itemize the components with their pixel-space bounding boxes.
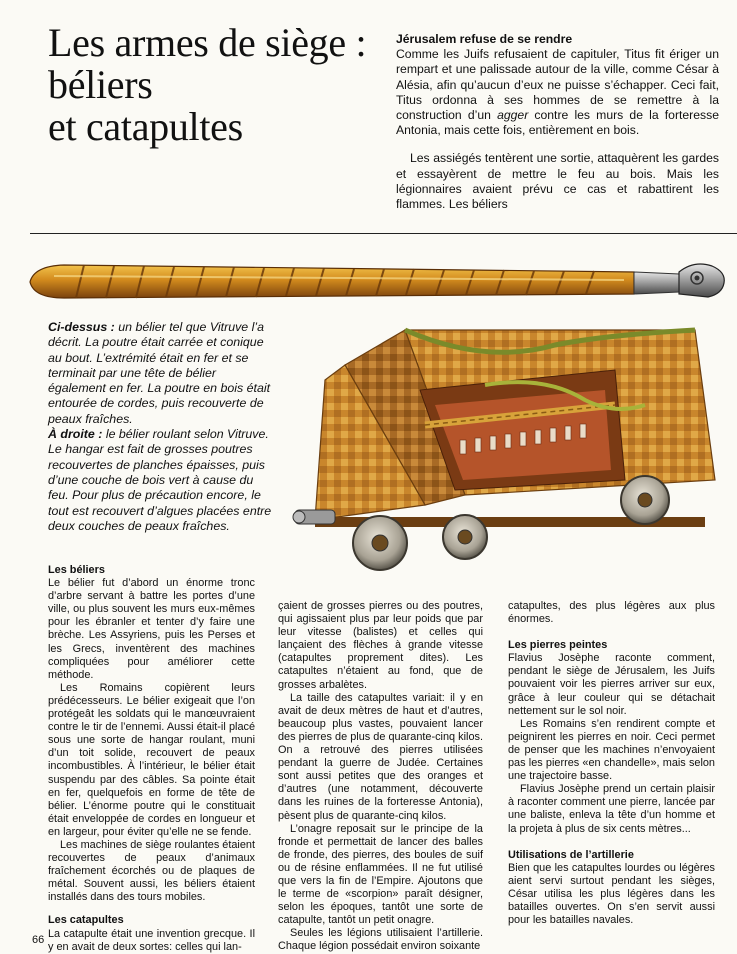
caption-text-2: le bélier roulant selon Vitruve. Le hangar est fait de grosses poutres recouvertes de planches épaisses, puis d’une couche de bois vert à cause du feu. Pour plus de précaution encore, le tout est recouvert d’algues placées entre deux couches de peaux fraîches.: [48, 427, 272, 533]
section-heading-catapultes: Les catapultes: [48, 914, 124, 927]
caption-part-2: [48, 427, 276, 534]
col1-paragraph-4: La catapulte était une invention grecque. Il y en avait de deux sortes: celles qui lan-: [48, 927, 255, 953]
caption-lead-1: Ci-dessus :: [48, 320, 115, 334]
col2-paragraph-3: L’onagre reposait sur le principe de la fronde et permettait de lancer des balles de fronde, des pierres, des boules de suif ou de résine enflammées. Il ne fut utilisé que vers la fin de l’Empire. Ajoutons que le terme de «scorpion» paraît désigner, selon les époques, tantôt une sorte de catapulte, tantôt un petit onagre.: [278, 822, 483, 927]
col2-paragraph-1: çaient de grosses pierres ou des poutres, qui agissaient plus par leur poids que par leur vitesse (balistes) et celles qui lançaient des flèches à grande vitesse (catapultes proprement dites). Les catapultes n’étaient au fond, que de grosses arbalètes.: [278, 600, 483, 691]
intro-text: [396, 32, 719, 212]
section-heading-beliers: Les béliers: [48, 564, 105, 576]
title-line-2: béliers: [48, 62, 153, 107]
col1-paragraph-1: Le bélier fut d’abord un énorme tronc d’arbre servant à battre les portes d’une ville, ou plus souvent les murs eux-mêmes pour les ébranler et tenter d’y faire une brèche. Les Assyriens, puis les Perses et les Grecs, inventèrent des machines compliquées pour améliorer cette méthode.: [48, 577, 255, 681]
text-column-2: [278, 600, 483, 954]
text-column-1: [48, 564, 255, 954]
title-line-1: Les armes de siège :: [48, 20, 367, 65]
caption-lead-2: À droite :: [48, 427, 103, 442]
siege-shed-illustration: [285, 305, 720, 575]
col1-paragraph-2: Les Romains copièrent leurs prédécesseurs. Le bélier exigeait que l’on protégeât les soldats qui le manœuvraient contre le tir de l’ennemi. Aussi était-il placé sous une sorte de hangar roulant, muni d’un toit solide, recouvert de peaux incombustibles. À l’intérieur, le bélier était suspendu par des câbles. Sa pointe était en fer, quelquefois en forme de tête de bélier. L’énorme poutre qui le constituait était enveloppée de cordes en longueur et en largeur, pour éviter qu’elle ne se fende.: [48, 681, 255, 838]
intro-p1-b: contre les murs de la forteresse Antonia, mais cette fois, entièrement en bois.: [396, 108, 719, 138]
title-line-3: et catapultes: [48, 104, 243, 149]
page-number: 66: [32, 934, 45, 946]
intro-heading: Jérusalem refuse de se rendre: [396, 32, 573, 46]
caption-part-1: [48, 320, 276, 427]
intro-p1-a: Comme les Juifs refusaient de capituler, Titus fit ériger un rempart et une palissade autour de la ville, comme César à Alésia, afin qu’aucun d’eux ne puisse s’échapper. Ceci fait, Titus ordonna à ses hommes de se remettre à la construction d’un: [396, 47, 719, 123]
col3-paragraph-4: Bien que les catapultes lourdes ou légères aient servi surtout pendant les sièges, César utilisa les plus légères dans les batailles ouvertes. On s’en servit aussi pour les batailles navales.: [508, 861, 715, 927]
section-heading-artillerie: Utilisations de l’artillerie: [508, 848, 634, 861]
caption-text-1: un bélier tel que Vitruve l’a décrit. La poutre était carrée et conique au bout. L’extrémité était en fer et se terminait par une tête de bélier également en fer. La poutre en bois était entourée de cordes, puis recouverte de peaux fraîches.: [48, 320, 271, 426]
intro-paragraph-1: [396, 47, 719, 138]
illustration-caption: [48, 320, 276, 534]
col2-paragraph-4: Seules les légions utilisaient l’artillerie. Chaque légion possédait environ soixante: [278, 927, 483, 953]
col2-paragraph-2: La taille des catapultes variait: il y en avait de deux mètres de haut et d’autres, beaucoup plus vastes, pouvaient lancer des pierres de plus de quarante-cinq kilos. On a retrouvé des pierres utilisées pendant la guerre de Judée. Certaines sont aussi petites que des oranges et d’autres (une notamment, découverte dans les ruines de la forteresse Antonia), pèsent plus de quarante-cinq kilos.: [278, 691, 483, 822]
intro-paragraph-2: Les assiégés tentèrent une sortie, attaquèrent les gardes et essayèrent de mettre le feu au bois. Mais les légionnaires avaient prévu ce cas et rabattirent les flammes. Les béliers: [396, 151, 719, 212]
col3-paragraph-2: Les Romains s’en rendirent compte et peignirent les pierres en noir. Ceci permet de penser que les machines n’envoyaient pas les pierres «en chandelle», mais selon une trajectoire basse.: [508, 717, 715, 783]
col3-paragraph-3: Flavius Josèphe prend un certain plaisir à raconter comment une pierre, lancée par une baliste, enleva la tête d’un homme et la projeta à plus de six cents mètres...: [508, 783, 715, 835]
section-heading-pierres-peintes: Les pierres peintes: [508, 639, 608, 652]
col3-paragraph-1: Flavius Josèphe raconte comment, pendant le siège de Jérusalem, les Juifs pouvaient voir les pierres arriver sur eux, grâce à leur couleur qui se détachait nettement sur le sol noir.: [508, 652, 715, 717]
col3-paragraph-0: catapultes, des plus légères aux plus énormes.: [508, 600, 715, 626]
intro-p1-em: agger: [497, 108, 529, 123]
col1-paragraph-3: Les machines de siège roulantes étaient recouvertes de peaux d’animaux fraîchement écorchés ou de plaques de métal. Souvent aussi, les béliers étaient installés dans des tours mobiles.: [48, 838, 255, 904]
text-column-3: [508, 600, 715, 927]
section-divider: [30, 233, 737, 234]
page-title: [48, 22, 378, 148]
